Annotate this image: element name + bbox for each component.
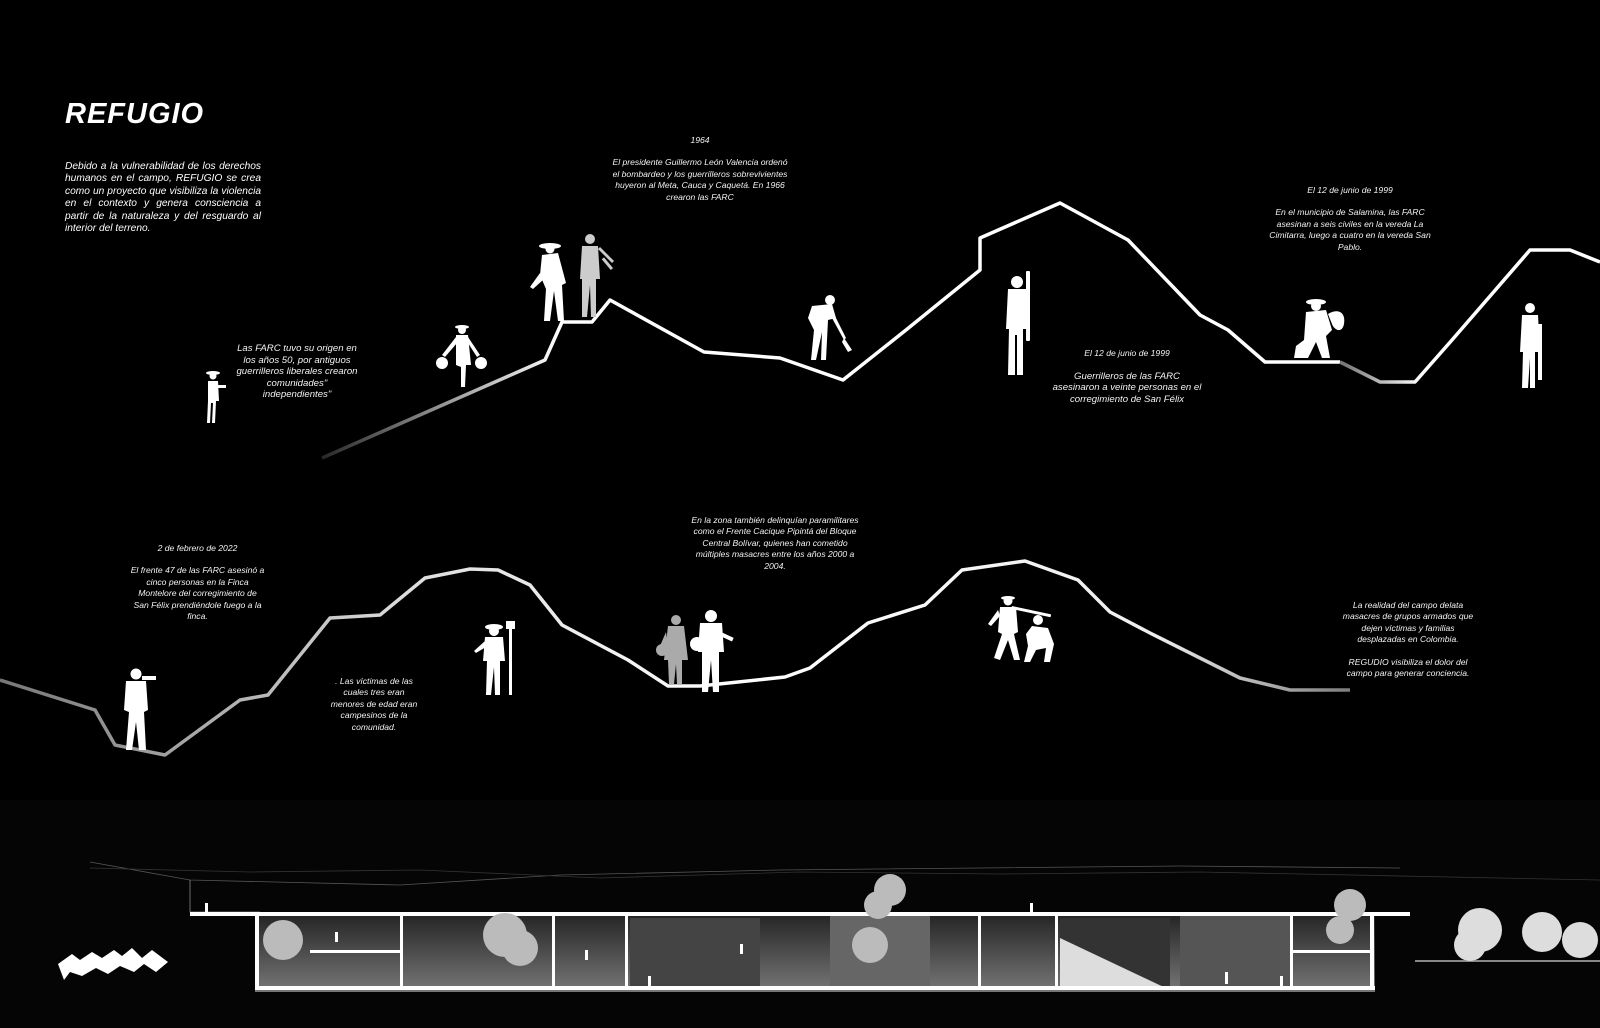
note-text: REGUDIO visibiliza el dolor del campo para generar conciencia. [1346,656,1470,679]
note-text: En el municipio de Salamina, las FARC asesinan a seis civiles en la vereda La Cimitarra, luego a cuatro en la vereda San Pablo. [1269,207,1431,252]
soldier-figure [580,234,614,317]
note-date: 1964 [690,135,710,145]
note-date: El 12 de junio de 1999 [1307,185,1393,195]
note-text: El presidente Guillermo León Valencia ordenó el bombardeo y los guerrilleros sobrevivientes huyeron al Meta, Cauca y Caquetá. En 1966 crearon las FARC [612,157,788,202]
crouching-figure [1294,299,1344,358]
note-victimas: . Las víctimas de las cuales tres eran menores de edad eran campesinos de la comunidad. [330,676,418,732]
farmer-figure [206,371,226,423]
longitudinal-section [0,800,1600,1028]
note-text: La realidad del campo delata masacres de grupos armados que dejen víctimas y familias desplazadas en Colombia. [1342,600,1474,645]
note-date: El 12 de junio de 1999 [1084,348,1170,358]
note-text: El frente 47 de las FARC asesinó a cinco personas en la Finca Montelore del corregimiento de San Félix prendiéndole fuego a la finca. [130,565,265,622]
soldier-rifle-figure [1006,271,1030,375]
note-paramilitares: En la zona también delinquían paramilitares como el Frente Cacique Pipintá del Bloque Central Bolívar, quienes han cometido múltiples masacres entre los años 2000 a 2004. [691,515,859,571]
walking-figure [124,669,156,751]
intro-paragraph: Debido a la vulnerabilidad de los derechos humanos en el campo, REFUGIO se crea como un proyecto que visibiliza la violencia en el contexto y genera consciencia a partir de la naturaleza y del resguardo al interior del terreno. [65,161,261,235]
rake-farmer-figure [474,621,515,695]
woman-carrying-figure [436,325,487,387]
villager-pair-figure [656,610,734,692]
hat-farmer-figure [530,243,566,321]
note-date: 2 de febrero de 2022 [157,543,238,553]
page-title: REFUGIO [65,98,205,130]
figure-group [124,234,1542,750]
kneeling-figure [1024,615,1054,662]
upper-terrain-line [322,203,1600,458]
armed-guard-figure [1520,303,1542,388]
digging-figure [808,295,852,360]
note-farc-origin: Las FARC tuvo su origen en los años 50, por antiguos guerrilleros liberales crearon comunidades" independientes" [236,343,358,401]
note-text: Guerrilleros de las FARC asesinaron a veinte personas en el corregimiento de San Félix [1052,370,1202,405]
